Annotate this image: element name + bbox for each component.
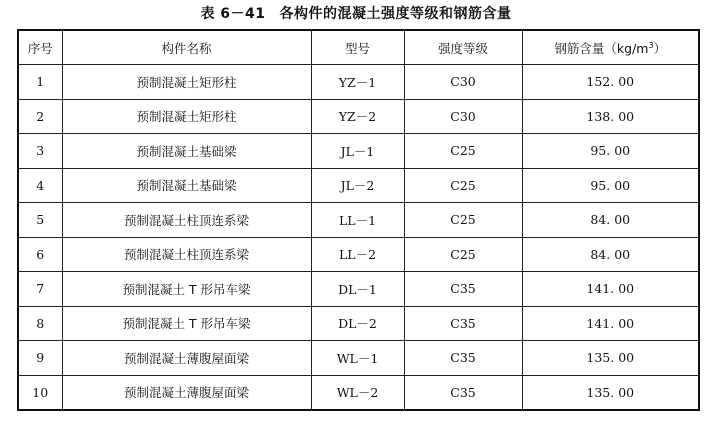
cell-grade: C30 — [404, 99, 522, 134]
table-caption — [0, 3, 712, 23]
cell-seq: 3 — [18, 134, 62, 169]
table-row — [18, 375, 699, 410]
cell-model: LL－1 — [311, 203, 404, 238]
cell-seq: 5 — [18, 203, 62, 238]
header-row — [18, 30, 699, 65]
cell-model: JL－1 — [311, 134, 404, 169]
cell-steel: 135. 00 — [522, 341, 699, 376]
cell-name: 预制混凝土基础梁 — [62, 134, 311, 169]
cell-grade: C25 — [404, 168, 522, 203]
cell-model: WL－1 — [311, 341, 404, 376]
cell-model: WL－2 — [311, 375, 404, 410]
cell-grade: C30 — [404, 65, 522, 100]
table-row — [18, 168, 699, 203]
table-title: 各构件的混凝土强度等级和钢筋含量 — [279, 6, 512, 22]
cell-seq: 8 — [18, 306, 62, 341]
cell-steel: 84. 00 — [522, 237, 699, 272]
cell-model: YZ－1 — [311, 65, 404, 100]
cell-seq: 9 — [18, 341, 62, 376]
cell-steel: 84. 00 — [522, 203, 699, 238]
cell-name: 预制混凝土基础梁 — [62, 168, 311, 203]
cell-grade: C35 — [404, 375, 522, 410]
cell-steel: 141. 00 — [522, 306, 699, 341]
cell-seq: 10 — [18, 375, 62, 410]
table-row — [18, 134, 699, 169]
table-row — [18, 272, 699, 307]
cell-grade: C35 — [404, 272, 522, 307]
cell-steel: 141. 00 — [522, 272, 699, 307]
cell-name: 预制混凝土薄腹屋面梁 — [62, 341, 311, 376]
cell-grade: C35 — [404, 341, 522, 376]
cell-model: LL－2 — [311, 237, 404, 272]
cell-name: 预制混凝土 T 形吊车梁 — [62, 306, 311, 341]
cell-model: DL－2 — [311, 306, 404, 341]
cell-name: 预制混凝土矩形柱 — [62, 99, 311, 134]
header-grade: 强度等级 — [404, 30, 522, 65]
header-model: 型号 — [311, 30, 404, 65]
component-table — [17, 29, 700, 411]
cell-seq: 1 — [18, 65, 62, 100]
cell-steel: 138. 00 — [522, 99, 699, 134]
cell-name: 预制混凝土薄腹屋面梁 — [62, 375, 311, 410]
cell-grade: C25 — [404, 134, 522, 169]
cell-steel: 95. 00 — [522, 168, 699, 203]
table-row — [18, 237, 699, 272]
header-name: 构件名称 — [62, 30, 311, 65]
cell-grade: C25 — [404, 237, 522, 272]
cell-model: DL－1 — [311, 272, 404, 307]
header-steel-label: 钢筋含量（kg/m — [554, 40, 649, 56]
table-row — [18, 203, 699, 238]
header-seq: 序号 — [18, 30, 62, 65]
cell-steel: 152. 00 — [522, 65, 699, 100]
cell-model: JL－2 — [311, 168, 404, 203]
cell-steel: 135. 00 — [522, 375, 699, 410]
cell-model: YZ－2 — [311, 99, 404, 134]
header-steel-close: ） — [653, 40, 667, 56]
cell-seq: 6 — [18, 237, 62, 272]
cell-seq: 4 — [18, 168, 62, 203]
table-number: 表 6－41 — [200, 6, 266, 22]
table-row — [18, 306, 699, 341]
header-steel — [522, 30, 699, 65]
table-row — [18, 99, 699, 134]
cell-name: 预制混凝土 T 形吊车梁 — [62, 272, 311, 307]
cell-grade: C25 — [404, 203, 522, 238]
cell-name: 预制混凝土柱顶连系梁 — [62, 203, 311, 238]
cell-name: 预制混凝土柱顶连系梁 — [62, 237, 311, 272]
cell-grade: C35 — [404, 306, 522, 341]
table-row — [18, 65, 699, 100]
cell-name: 预制混凝土矩形柱 — [62, 65, 311, 100]
cell-seq: 2 — [18, 99, 62, 134]
table-row — [18, 341, 699, 376]
header-steel-sup: 3 — [648, 40, 654, 50]
cell-seq: 7 — [18, 272, 62, 307]
cell-steel: 95. 00 — [522, 134, 699, 169]
